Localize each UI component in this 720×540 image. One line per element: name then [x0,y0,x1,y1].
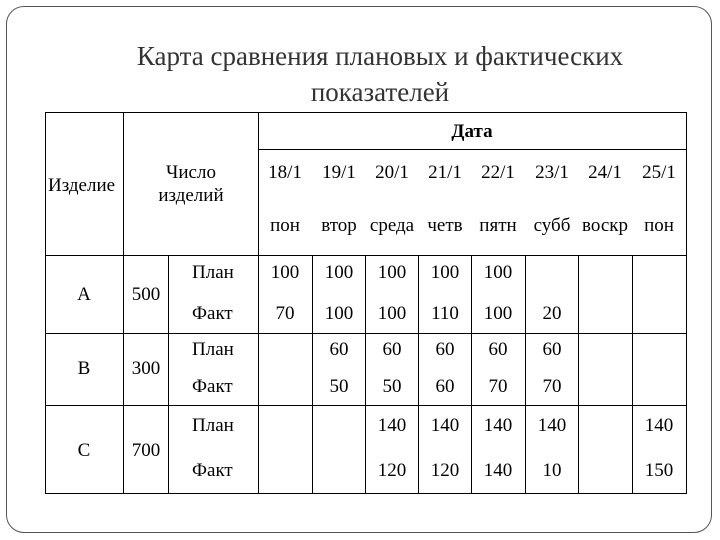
fact-value: 110 [431,303,459,324]
slide-title-line-1: Карта сравнения плановых и фактических [136,41,624,71]
fact-value: 70 [488,376,508,397]
weekday-cell: среда [369,215,415,236]
fact-label: Факт [192,460,233,481]
fact-value: 100 [377,303,407,324]
header-count-line-2: изделий [158,185,224,206]
fact-value: 100 [483,303,513,324]
weekday-cell: четв [427,215,463,236]
fact-value: 140 [483,460,513,481]
fact-value: 50 [329,376,349,397]
product-count: 300 [131,358,161,379]
fact-label: Факт [192,303,233,324]
plan-value: 60 [435,339,455,360]
slide-title-line-2: показателей [310,77,450,107]
fact-value: 20 [542,303,562,324]
plan-label: План [192,415,234,436]
plan-value: 140 [377,415,407,436]
fact-value: 70 [275,303,295,324]
date-cell: 18/1 [268,162,302,183]
product-name: A [77,284,91,305]
fact-value: 70 [542,376,562,397]
product-name: C [77,440,91,461]
plan-value: 100 [483,262,513,283]
header-count-line-1: Число [166,162,216,183]
product-count: 500 [131,284,161,305]
plan-label: План [192,339,234,360]
plan-value: 60 [329,339,349,360]
plan-value: 100 [430,262,460,283]
plan-value: 100 [270,262,300,283]
date-cell: 21/1 [428,162,462,183]
date-cell: 22/1 [481,162,515,183]
plan-value: 140 [644,415,674,436]
fact-value: 120 [377,460,407,481]
weekday-cell: пятн [479,215,517,236]
date-cell: 23/1 [535,162,569,183]
product-count: 700 [131,440,161,461]
plan-value: 60 [382,339,402,360]
fact-label: Факт [192,376,233,397]
weekday-cell: пон [270,215,300,236]
date-cell: 25/1 [642,162,676,183]
plan-label: План [192,262,234,283]
plan-value: 60 [488,339,508,360]
date-cell: 19/1 [322,162,356,183]
header-product: Изделие [48,175,116,196]
fact-value: 50 [382,376,402,397]
weekday-cell: втор [321,215,357,236]
date-cell: 20/1 [375,162,409,183]
fact-value: 10 [542,460,562,481]
plan-value: 140 [430,415,460,436]
header-date: Дата [451,121,493,142]
plan-value: 60 [542,339,562,360]
fact-value: 120 [430,460,460,481]
plan-value: 100 [377,262,407,283]
weekday-cell: пон [644,215,674,236]
plan-value: 140 [537,415,567,436]
fact-value: 100 [324,303,354,324]
plan-value: 100 [324,262,354,283]
plan-value: 140 [483,415,513,436]
date-cell: 24/1 [588,162,622,183]
weekday-cell: субб [533,215,571,236]
fact-value: 60 [435,376,455,397]
fact-value: 150 [644,460,674,481]
weekday-cell: воскр [582,215,628,236]
product-name: B [77,358,91,379]
